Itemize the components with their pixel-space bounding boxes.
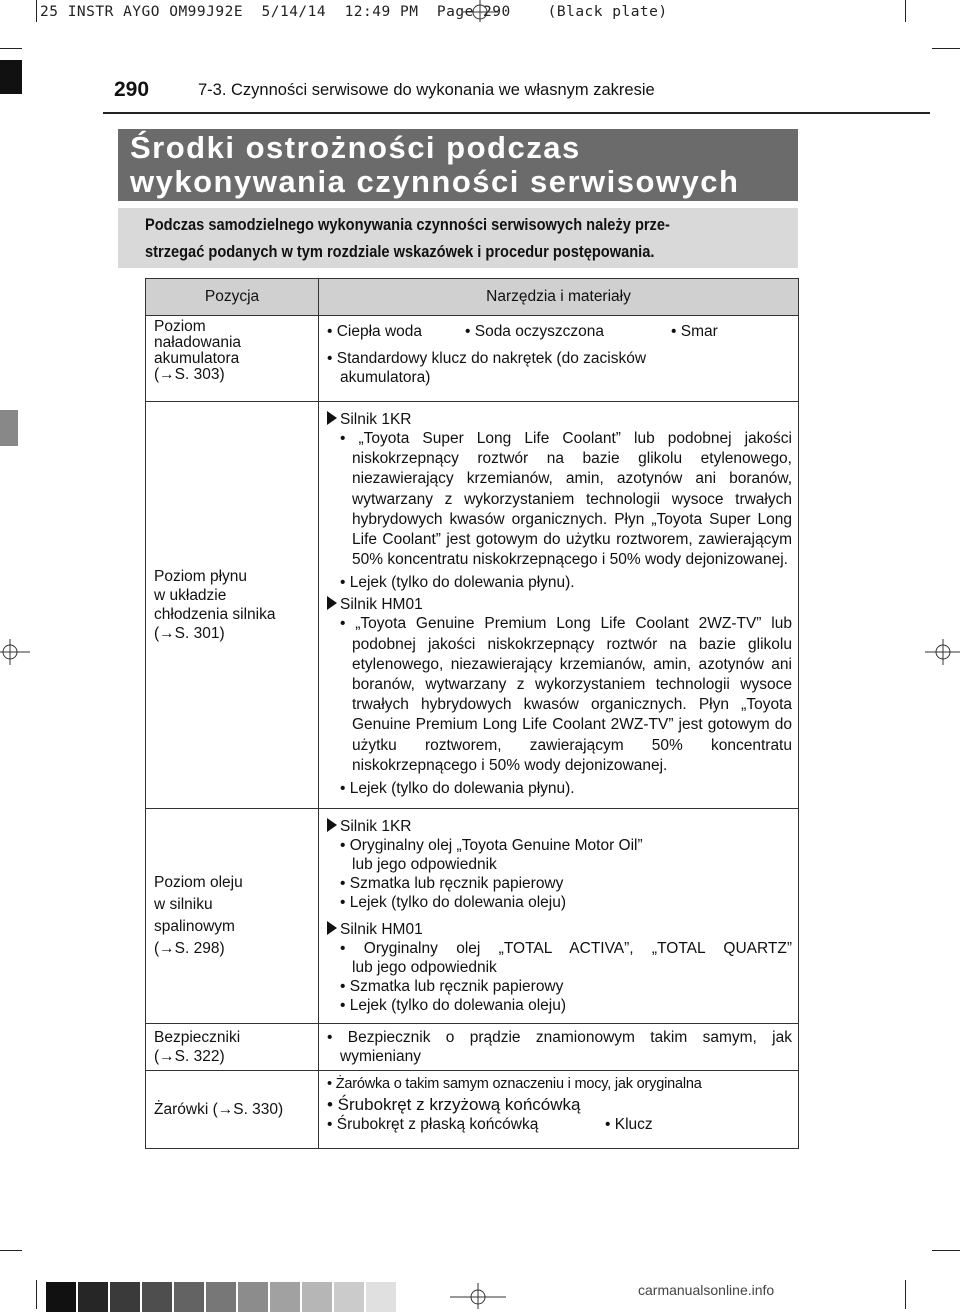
engine-name: Silnik 1KR	[340, 818, 412, 836]
crop-mark	[36, 1280, 37, 1309]
tool-item: • „Toyota Genuine Premium Long Life Coolant 2WZ-TV” lub podobnej jakości niskokrzepnący roztwór na bazie glikolu etylenowego, niezawierający krzemianów, amin, azotynów ani boranów, wytwarzany z wykorzystaniem technologii wysoce trwałych hybrydowych kwasów organicznych. Płyn „Toyota Genuine Premium Long Life Coolant 2WZ-TV” jest gotowym do użytku roztworem, zawierającym 50% koncentratu niskokrzepnącego i 50% wody dejonizowanej.	[340, 615, 792, 774]
label-line: chłodzenia silnika	[154, 606, 276, 624]
table-row	[146, 316, 799, 402]
registration-mark	[925, 637, 960, 667]
table-row	[146, 809, 799, 1024]
label-line: Żarówki (→S. 330)	[154, 1101, 284, 1119]
tool-item: • Smar	[671, 323, 718, 340]
page-title	[130, 131, 739, 199]
page-number: 290	[114, 78, 150, 101]
tool-item-cont: lub jego odpowiednik	[352, 856, 497, 874]
color-swatch	[334, 1282, 364, 1312]
tool-item-cont: akumulatora)	[340, 369, 431, 386]
title-line: Środki ostrożności podczas	[130, 130, 581, 165]
row-tools-battery	[319, 316, 799, 402]
crop-mark	[0, 1250, 22, 1251]
header-tools: Narzędzia i materiały	[319, 279, 799, 316]
tool-line	[327, 1115, 792, 1134]
row-label-bulbs	[146, 1071, 319, 1149]
engine-heading	[327, 410, 792, 429]
label-line: Poziom oleju	[154, 874, 243, 892]
header-position: Pozycja	[146, 279, 319, 316]
row-label-oil	[146, 809, 319, 1024]
tool-item: • Lejek (tylko do dolewania płynu).	[340, 780, 575, 798]
row-tools-coolant	[319, 402, 799, 809]
triangle-bullet-icon	[327, 411, 337, 425]
title-line: wykonywania czynności serwisowych	[130, 164, 740, 199]
label-line: Bezpieczniki	[154, 1029, 241, 1047]
engine-heading	[327, 920, 792, 939]
label-line: Poziom płynu	[154, 568, 248, 586]
table-row	[146, 402, 799, 809]
row-tools-oil	[319, 809, 799, 1024]
color-swatch	[46, 1282, 76, 1312]
intro-line: Podczas samodzielnego wykonywania czynności serwisowych należy prze-	[145, 215, 670, 234]
color-swatch	[270, 1282, 300, 1312]
intro-text	[145, 211, 695, 265]
engine-name: Silnik HM01	[340, 921, 423, 939]
table-row	[146, 1024, 799, 1071]
tool-item: • Ciepła woda	[327, 323, 423, 340]
color-swatch	[366, 1282, 396, 1312]
table-header-row	[146, 279, 799, 316]
thumb-tab-gray	[0, 410, 18, 446]
label-line: (→S. 298)	[154, 940, 225, 958]
table-row	[146, 1071, 799, 1149]
label-line: (→S. 322)	[154, 1048, 225, 1066]
color-calibration-bar	[46, 1282, 398, 1312]
registration-mark	[0, 637, 30, 667]
label-line: (→S. 303)	[154, 366, 225, 383]
color-swatch	[142, 1282, 172, 1312]
tool-item: • Lejek (tylko do dolewania oleju)	[340, 997, 566, 1015]
tool-item: • Lejek (tylko do dolewania oleju)	[340, 894, 566, 912]
color-swatch	[238, 1282, 268, 1312]
tool-item: • „Toyota Super Long Life Coolant” lub podobnej jakości niskokrzepnący roztwór na bazie glikolu etylenowego, niezawierający krzemianów, amin, azotynów ani boranów, wytwarzany z wykorzystaniem technologii wysoce trwałych hybrydowych kwasów organicznych. Płyn „Toyota Super Long Life Coolant” jest gotowym do użytku roztworem, zawierającym 50% koncentratu niskokrzepnącego i 50% wody dejonizowanej.	[340, 430, 792, 569]
label-line: Poziom	[154, 318, 206, 335]
intro-line: strzegać podanych w tym rozdziale wskazówek i procedur postępowania.	[145, 242, 655, 261]
label-line: w układzie	[154, 587, 227, 605]
header-rule	[103, 112, 930, 114]
label-line: spalinowym	[154, 918, 235, 936]
tool-item: • Szmatka lub ręcznik papierowy	[340, 875, 564, 893]
crop-mark	[905, 1280, 906, 1309]
row-label-battery	[146, 316, 319, 402]
section-header: 7-3. Czynności serwisowe do wykonania we własnym zakresie	[198, 81, 655, 99]
crop-mark	[932, 48, 960, 49]
spacer	[327, 912, 792, 920]
label-line: naładowania	[154, 334, 242, 351]
tool-item: • Śrubokręt z krzyżową końcówką	[327, 1095, 581, 1115]
engine-name: Silnik HM01	[340, 596, 423, 614]
crop-mark	[905, 0, 906, 22]
tool-item: • Oryginalny olej „TOTAL ACTIVA”, „TOTAL QUARTZ”	[340, 940, 792, 958]
tool-item: • Soda oczyszczona	[465, 323, 604, 340]
print-slug: 25 INSTR AYGO OM99J92E 5/14/14 12:49 PM Page 290 (Black plate)	[40, 4, 668, 20]
tool-item: • Żarówka o takim samym oznaczeniu i mocy, jak oryginalna	[327, 1076, 702, 1093]
tool-item-cont: lub jego odpowiednik	[352, 959, 497, 977]
footer-watermark: carmanualsonline.info	[638, 1282, 775, 1298]
registration-mark	[462, 0, 498, 22]
color-swatch	[110, 1282, 140, 1312]
crop-mark	[36, 0, 37, 22]
tool-line	[327, 322, 792, 341]
crop-mark	[0, 48, 22, 49]
tools-table	[145, 278, 799, 1149]
tool-item-cont: wymieniany	[340, 1048, 421, 1066]
color-swatch	[206, 1282, 236, 1312]
row-tools-bulbs	[319, 1071, 799, 1149]
engine-name: Silnik 1KR	[340, 411, 412, 428]
crop-mark	[932, 1250, 960, 1251]
tool-item: • Oryginalny olej „Toyota Genuine Motor Oil”	[340, 837, 643, 855]
label-line: akumulatora	[154, 350, 240, 367]
triangle-bullet-icon	[327, 921, 337, 935]
label-line: (→S. 301)	[154, 625, 225, 643]
color-swatch	[174, 1282, 204, 1312]
tool-item: • Szmatka lub ręcznik papierowy	[340, 978, 564, 996]
color-swatch	[78, 1282, 108, 1312]
tool-item: • Standardowy klucz do nakrętek (do zacisków	[327, 350, 647, 367]
row-label-fuses	[146, 1024, 319, 1071]
engine-heading	[327, 595, 792, 614]
registration-mark	[450, 1283, 506, 1309]
triangle-bullet-icon	[327, 818, 337, 832]
row-tools-fuses	[319, 1024, 799, 1071]
thumb-tab-black	[0, 60, 22, 94]
tool-item: • Śrubokręt z płaską końcówką	[327, 1116, 539, 1134]
tool-item: • Lejek (tylko do dolewania płynu).	[340, 574, 575, 592]
label-line: w silniku	[154, 896, 213, 914]
color-swatch	[302, 1282, 332, 1312]
tool-item: • Klucz	[605, 1116, 653, 1134]
engine-heading	[327, 817, 792, 836]
triangle-bullet-icon	[327, 596, 337, 610]
row-label-coolant	[146, 402, 319, 809]
tool-item: • Bezpiecznik o prądzie znamionowym takim samym, jak	[327, 1029, 792, 1047]
